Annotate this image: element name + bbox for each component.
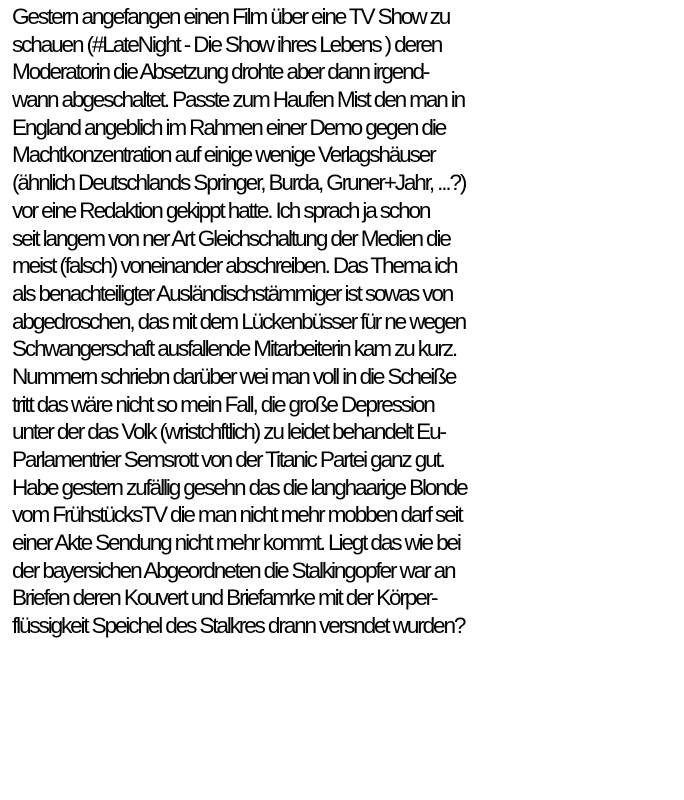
text-line: Habe gestern zufällig gesehn das die langhaarige Blonde	[12, 474, 467, 500]
text-line: Machtkonzentration auf einige wenige Verlagshäuser	[12, 142, 435, 168]
body-text	[12, 3, 680, 640]
text-line: Schwangerschaft ausfallende Mitarbeiterin kam zu kurz.	[12, 336, 456, 362]
text-line: der bayersichen Abgeordneten die Stalkingopfer war an	[12, 557, 455, 583]
text-line: meist (falsch) voneinander abschreiben. Das Thema ich	[12, 253, 457, 279]
text-line: seit langem von ner Art Gleichschaltung der Medien die	[12, 225, 450, 251]
text-line: Moderatorin die Absetzung drohte aber dann irgend-	[12, 59, 429, 85]
text-line: flüssigkeit Speichel des Stalkres drann versndet wurden?	[12, 613, 465, 639]
text-line: Gestern angefangen einen Film über eine TV Show zu	[12, 4, 450, 29]
text-line: wann abgeschaltet. Passte zum Haufen Mist den man in	[12, 87, 465, 113]
text-line: (ähnlich Deutschlands Springer, Burda, Gruner+Jahr, ...?)	[12, 170, 466, 196]
text-line: vor eine Redaktion gekippt hatte. Ich sprach ja schon	[12, 197, 430, 223]
text-line: Briefen deren Kouvert und Briefamrke mit der Körper-	[12, 585, 437, 611]
text-line: Nummern schriebn darüber wei man voll in die Scheiße	[12, 363, 456, 389]
text-line: unter der das Volk (wristchftlich) zu leidet behandelt Eu-	[12, 419, 445, 445]
text-line: vom FrühstücksTV die man nicht mehr mobben darf seit	[12, 502, 462, 528]
text-line: Parlamentrier Semsrott von der Titanic Partei ganz gut.	[12, 447, 444, 472]
text-line: als benachteiligter Ausländischstämmiger ist sowas von	[12, 280, 453, 306]
text-line: tritt das wäre nicht so mein Fall, die große Depression	[12, 391, 434, 417]
text-line: England angeblich im Rahmen einer Demo gegen die	[12, 114, 446, 140]
text-line: einer Akte Sendung nicht mehr kommt. Liegt das wie bei	[12, 530, 460, 556]
text-line: abgedroschen, das mit dem Lückenbüsser für ne wegen	[12, 308, 466, 334]
text-line: schauen (#LateNight - Die Show ihres Lebens ) deren	[12, 31, 442, 57]
